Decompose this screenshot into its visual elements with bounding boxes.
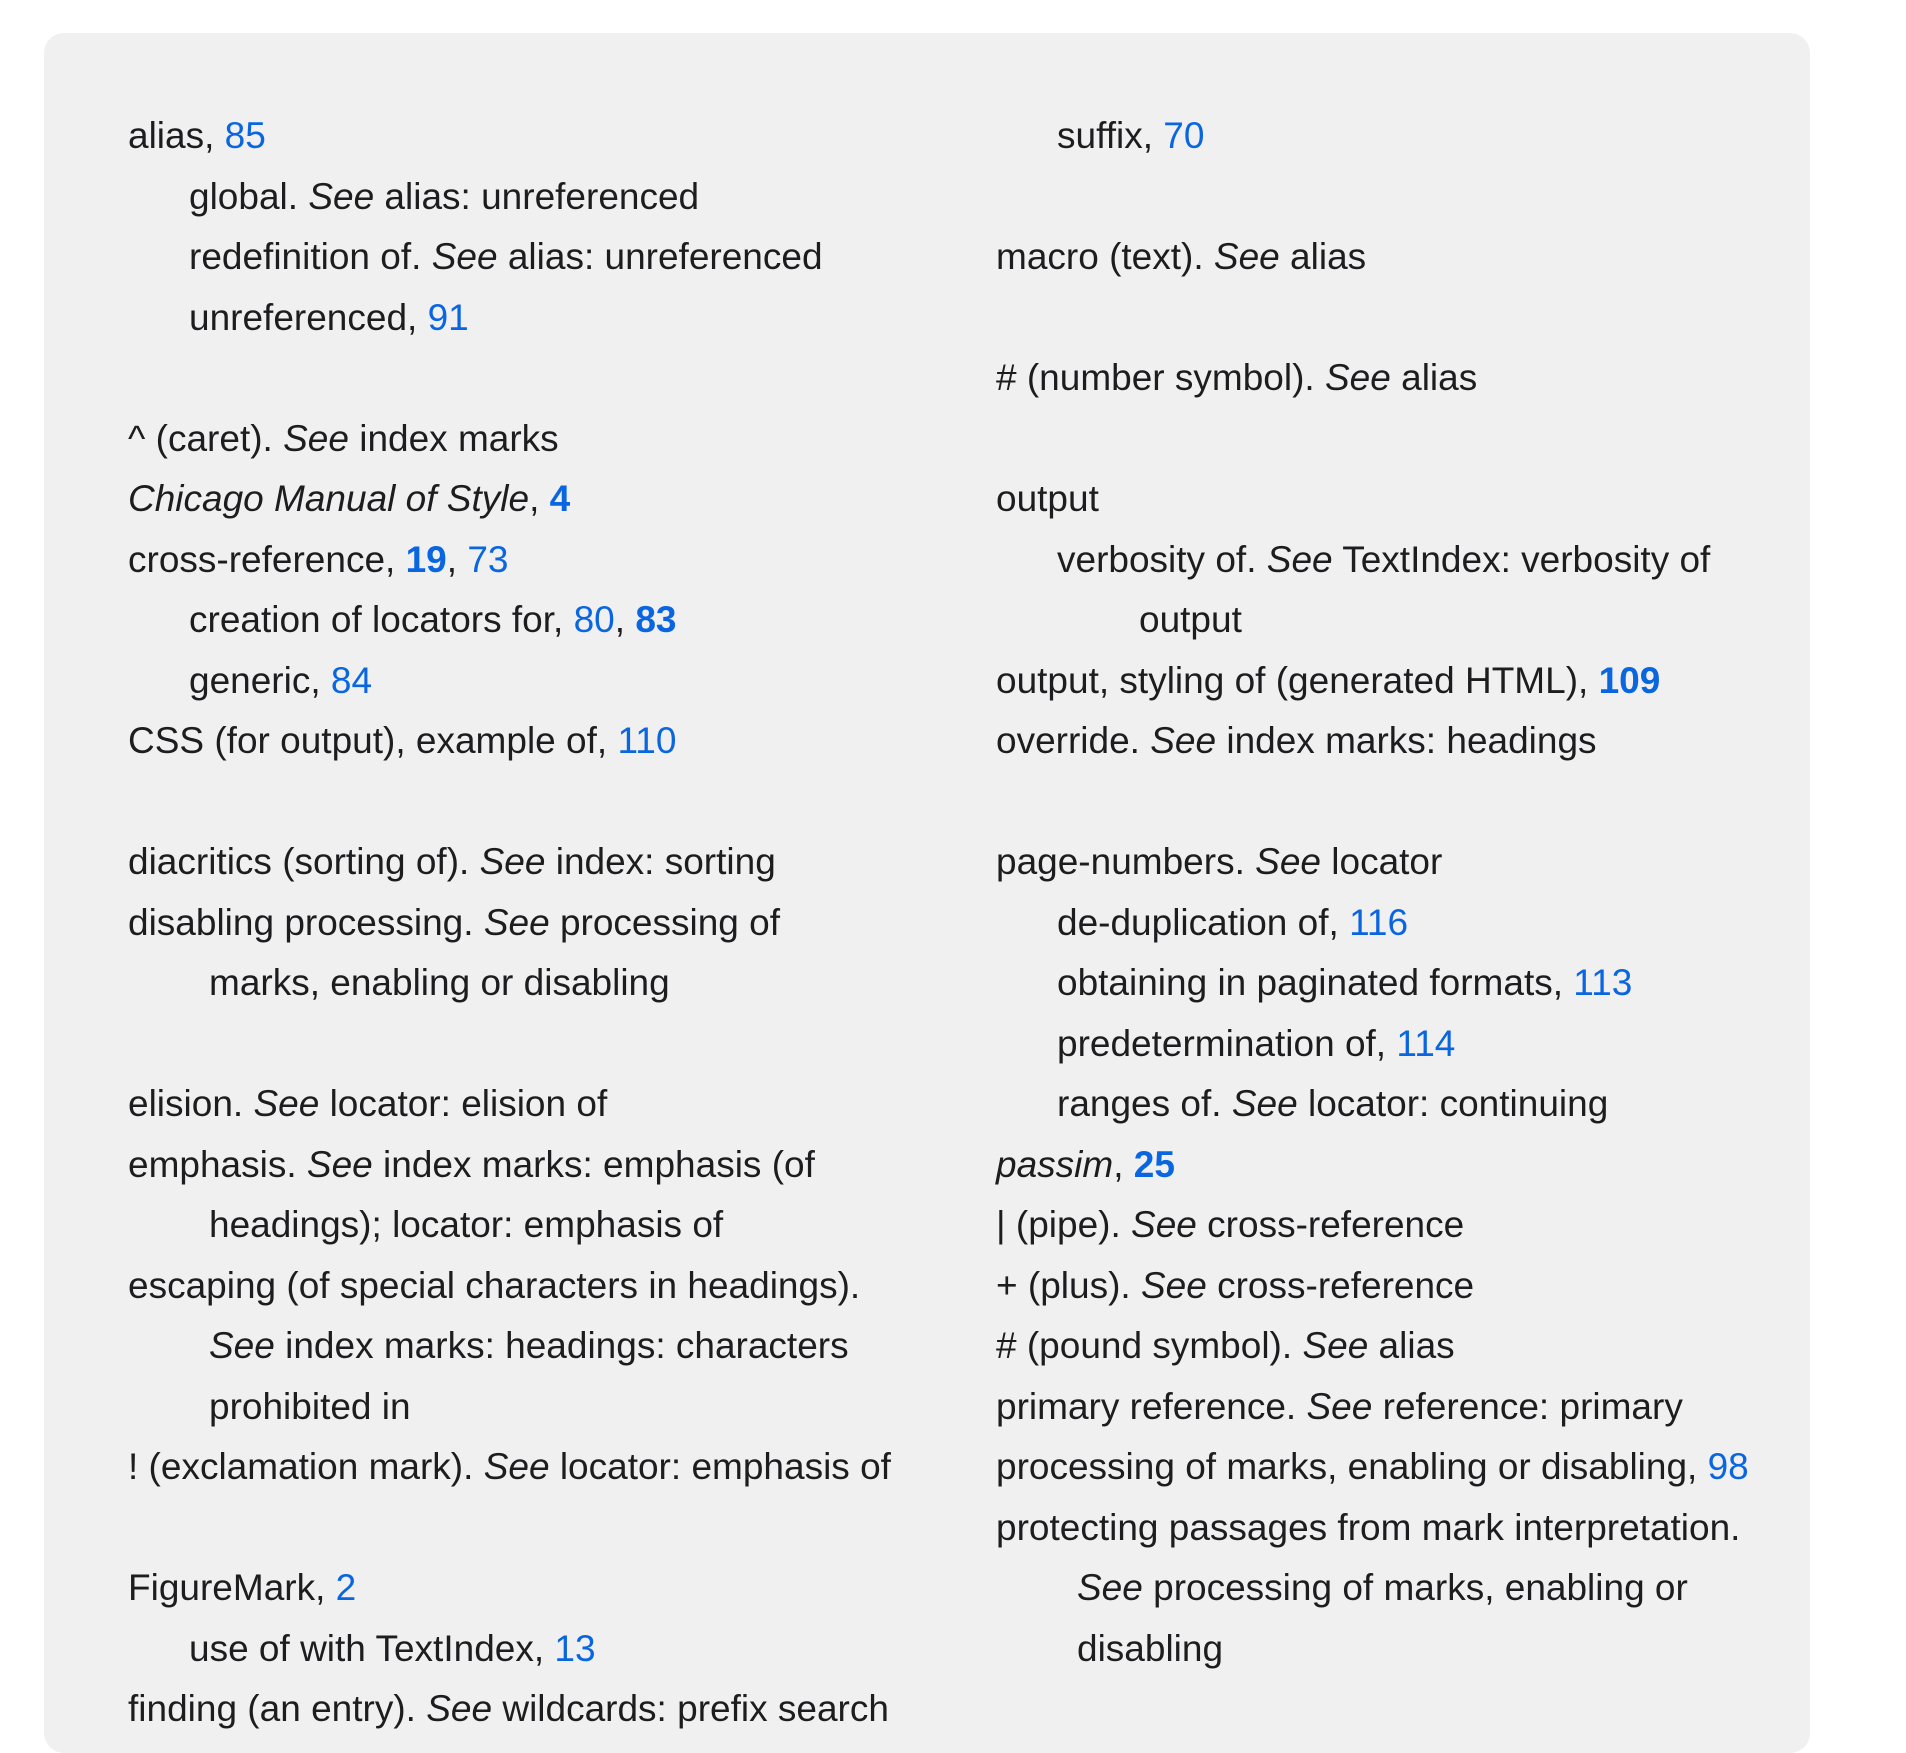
index-entry xyxy=(996,1256,1876,1317)
see-label: See xyxy=(306,1143,373,1185)
see-label: See xyxy=(209,1325,275,1366)
see-label: See xyxy=(1213,236,1280,277)
index-entry xyxy=(128,1135,1008,1196)
index-entry xyxy=(128,1619,1008,1680)
index-entry xyxy=(996,1135,1876,1196)
index-entry xyxy=(996,1619,1876,1680)
see-label: See xyxy=(1266,538,1333,580)
see-label: See xyxy=(483,1446,550,1487)
entry-text: headings); locator: emphasis of xyxy=(209,1204,724,1245)
entry-text: locator: elision of xyxy=(319,1083,608,1124)
index-entry xyxy=(996,1195,1876,1256)
index-entry xyxy=(996,590,1876,651)
see-label: See xyxy=(283,417,349,459)
entry-text: cross-reference xyxy=(1206,1264,1475,1306)
entry-text: Chicago Manual of Style xyxy=(128,478,530,519)
entry-text: CSS (for output), example of, xyxy=(128,720,618,761)
index-entry xyxy=(128,167,1008,228)
entry-text: cross-reference xyxy=(1196,1204,1465,1245)
index-entry xyxy=(128,1679,1008,1740)
entry-text: alias xyxy=(1279,236,1367,277)
see-label: See xyxy=(1231,1083,1298,1124)
entry-text: page-numbers. xyxy=(996,841,1256,882)
entry-text: disabling xyxy=(1077,1627,1224,1669)
index-entry xyxy=(128,832,1008,893)
index-entry xyxy=(996,1558,1876,1619)
index-entry xyxy=(996,1014,1876,1075)
index-spacer xyxy=(128,348,1008,409)
page-locator-link[interactable]: 110 xyxy=(617,720,677,761)
entry-text: protecting passages from mark interpretation. xyxy=(996,1506,1741,1548)
entry-text: index marks: headings: characters xyxy=(274,1325,849,1366)
see-label: See xyxy=(479,841,546,882)
entry-text: alias: unreferenced xyxy=(374,175,700,217)
index-entry xyxy=(996,1316,1876,1377)
index-entry xyxy=(128,953,1008,1014)
page-locator-link[interactable]: 109 xyxy=(1598,659,1661,701)
page-locator-link[interactable]: 25 xyxy=(1133,1143,1175,1185)
page-locator-link[interactable]: 98 xyxy=(1707,1446,1749,1487)
index-entry xyxy=(996,953,1876,1014)
entry-text: locator: continuing xyxy=(1297,1083,1609,1124)
index-entry xyxy=(996,1074,1876,1135)
entry-text: disabling processing. xyxy=(128,901,484,943)
entry-text: ranges of. xyxy=(1057,1083,1232,1124)
see-label: See xyxy=(1140,1264,1207,1306)
see-label: See xyxy=(308,175,375,217)
index-spacer xyxy=(996,409,1876,470)
entry-text: , xyxy=(1113,1143,1134,1185)
index-entry xyxy=(128,530,1008,591)
entry-text: processing of marks, enabling or disabling, xyxy=(996,1446,1708,1487)
entry-text: output xyxy=(996,478,1099,519)
page-locator-link[interactable]: 84 xyxy=(330,659,373,701)
see-label: See xyxy=(253,1083,320,1124)
index-entry xyxy=(128,409,1008,470)
entry-text: predetermination of, xyxy=(1057,1022,1397,1064)
index-entry xyxy=(128,1377,1008,1438)
page-locator-link[interactable]: 114 xyxy=(1396,1022,1456,1064)
page-locator-link[interactable]: 113 xyxy=(1573,962,1633,1003)
index-entry xyxy=(996,1377,1876,1438)
index-entry xyxy=(128,1195,1008,1256)
entry-text: , xyxy=(614,599,636,640)
see-label: See xyxy=(1077,1567,1143,1608)
entry-text: reference: primary xyxy=(1372,1385,1683,1427)
page-locator-link[interactable]: 70 xyxy=(1163,115,1205,156)
index-entry xyxy=(128,1316,1008,1377)
index-spacer xyxy=(996,288,1876,349)
entry-text: elision. xyxy=(128,1083,254,1124)
index-entry xyxy=(996,1498,1876,1559)
index-spacer xyxy=(128,772,1008,833)
entry-text: primary reference. xyxy=(996,1385,1307,1427)
page-locator-link[interactable]: 85 xyxy=(224,115,266,156)
entry-text: prohibited in xyxy=(209,1385,411,1427)
page-locator-link[interactable]: 80 xyxy=(573,599,615,640)
see-label: See xyxy=(1302,1325,1369,1366)
index-entry xyxy=(996,106,1876,167)
entry-text: redefinition of. xyxy=(189,236,432,277)
index-entry xyxy=(996,893,1876,954)
entry-text: creation of locators for, xyxy=(189,599,574,640)
index-entry xyxy=(996,469,1876,530)
page-locator-link[interactable]: 83 xyxy=(635,599,677,640)
index-entry xyxy=(996,651,1876,712)
see-label: See xyxy=(431,236,498,277)
see-label: See xyxy=(1325,357,1391,398)
entry-text: macro (text). xyxy=(996,236,1214,277)
page-locator-link[interactable]: 91 xyxy=(427,296,469,338)
index-entry xyxy=(996,711,1876,772)
entry-text: obtaining in paginated formats, xyxy=(1057,962,1574,1003)
entry-text: passim xyxy=(996,1143,1114,1185)
index-entry xyxy=(996,530,1876,591)
entry-text: locator xyxy=(1321,841,1443,882)
entry-text: + (plus). xyxy=(996,1264,1141,1306)
index-column-left xyxy=(128,106,1008,1740)
see-label: See xyxy=(1131,1204,1197,1245)
entry-text: index: sorting xyxy=(545,841,776,882)
entry-text: generic, xyxy=(189,659,331,701)
entry-text: marks, enabling or disabling xyxy=(209,962,670,1003)
index-panel xyxy=(44,33,1810,1753)
index-entry xyxy=(128,651,1008,712)
entry-text: ! (exclamation mark). xyxy=(128,1446,484,1487)
entry-text: alias: unreferenced xyxy=(497,236,823,277)
page-locator-link[interactable]: 73 xyxy=(467,538,509,580)
entry-text: output, styling of (generated HTML), xyxy=(996,659,1599,701)
entry-text: unreferenced, xyxy=(189,296,428,338)
entry-text: override. xyxy=(996,720,1151,761)
index-entry xyxy=(996,832,1876,893)
entry-text: verbosity of. xyxy=(1057,538,1267,580)
see-label: See xyxy=(1255,841,1321,882)
index-entry xyxy=(128,1074,1008,1135)
entry-text: alias xyxy=(1368,1325,1455,1366)
entry-text: output xyxy=(1139,599,1242,640)
index-entry xyxy=(996,348,1876,409)
page-locator-link[interactable]: 13 xyxy=(554,1627,596,1669)
entry-text: , xyxy=(529,478,550,519)
entry-text: # (number symbol). xyxy=(996,357,1325,398)
entry-text: index marks: emphasis (of xyxy=(372,1143,815,1185)
entry-text: index marks: headings xyxy=(1216,720,1597,761)
entry-text: wildcards: prefix search xyxy=(492,1688,889,1729)
index-entry xyxy=(128,288,1008,349)
page-locator-link[interactable]: 2 xyxy=(335,1567,357,1608)
index-spacer xyxy=(128,1498,1008,1559)
index-entry xyxy=(128,469,1008,530)
entry-text: de-duplication of, xyxy=(1057,901,1350,943)
entry-text: cross-reference, xyxy=(128,538,406,580)
page-locator-link[interactable]: 19 xyxy=(405,538,447,580)
entry-text: emphasis. xyxy=(128,1143,307,1185)
entry-text: TextIndex: verbosity of xyxy=(1332,538,1711,580)
index-entry xyxy=(128,1558,1008,1619)
index-entry xyxy=(128,711,1008,772)
entry-text: processing of xyxy=(549,901,781,943)
see-label: See xyxy=(1150,720,1217,761)
index-entry xyxy=(996,1437,1876,1498)
entry-text: FigureMark, xyxy=(128,1567,336,1608)
entry-text: index marks xyxy=(348,417,559,459)
index-entry xyxy=(128,1256,1008,1317)
page-locator-link[interactable]: 116 xyxy=(1349,901,1409,943)
entry-text: alias, xyxy=(128,115,225,156)
entry-text: ^ (caret). xyxy=(128,417,284,459)
index-entry xyxy=(996,227,1876,288)
entry-text: , xyxy=(446,538,468,580)
index-spacer xyxy=(996,167,1876,228)
entry-text: finding (an entry). xyxy=(128,1688,427,1729)
index-entry xyxy=(128,227,1008,288)
entry-text: diacritics (sorting of). xyxy=(128,841,480,882)
entry-text: alias xyxy=(1390,357,1478,398)
see-label: See xyxy=(1306,1385,1373,1427)
index-spacer xyxy=(996,772,1876,833)
entry-text: # (pound symbol). xyxy=(996,1325,1303,1366)
entry-text: processing of marks, enabling or xyxy=(1142,1567,1688,1608)
index-entry xyxy=(128,893,1008,954)
see-label: See xyxy=(483,901,550,943)
index-column-right xyxy=(996,106,1876,1679)
entry-text: | (pipe). xyxy=(996,1204,1132,1245)
entry-text: global. xyxy=(189,175,309,217)
entry-text: escaping (of special characters in headings). xyxy=(128,1264,861,1306)
entry-text: use of with TextIndex, xyxy=(189,1627,555,1669)
page-locator-link[interactable]: 4 xyxy=(549,478,571,519)
entry-text: locator: emphasis of xyxy=(549,1446,891,1487)
index-spacer xyxy=(128,1014,1008,1075)
index-entry xyxy=(128,106,1008,167)
entry-text: suffix, xyxy=(1057,115,1164,156)
index-entry xyxy=(128,1437,1008,1498)
index-entry xyxy=(128,590,1008,651)
see-label: See xyxy=(426,1688,493,1729)
